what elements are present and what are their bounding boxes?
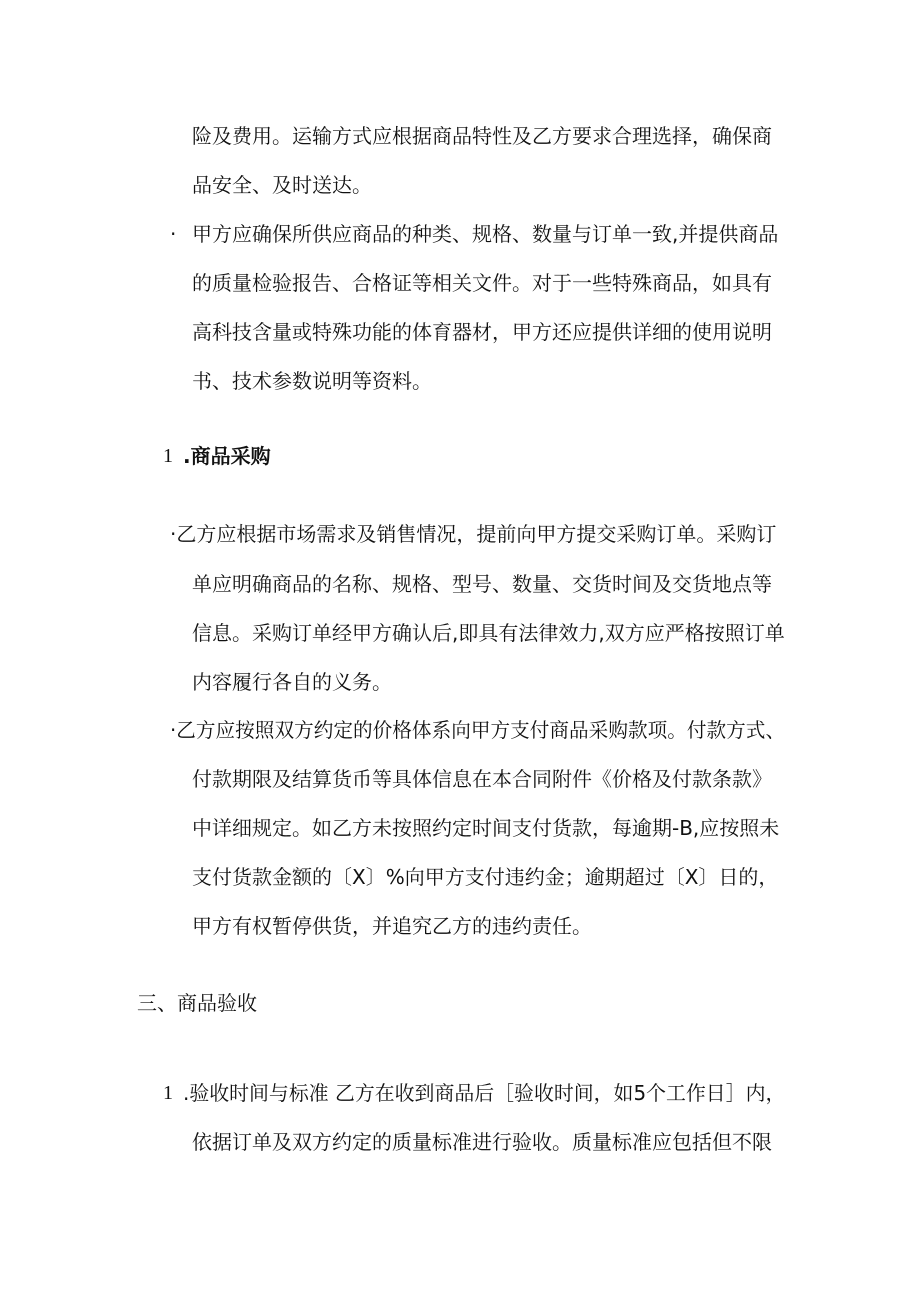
paragraph-line: 甲方应确保所供应商品的种类、规格、数量与订单一致,并提供商品 — [192, 222, 779, 246]
paragraph-line: 付款期限及结算货币等具体信息在本合同附件《价格及付款条款》 — [192, 767, 772, 791]
item-number: 1 — [163, 1082, 173, 1104]
paragraph-line: 内容履行各自的义务。 — [192, 670, 392, 694]
paragraph-line: 中详细规定。如乙方未按照约定时间支付货款，每逾期-B,应按照未 — [192, 816, 780, 840]
section-heading: 三、商品验收 — [137, 991, 257, 1015]
paragraph-line: ·乙方应按照双方约定的价格体系向甲方支付商品采购款项。付款方式、 — [170, 718, 786, 742]
paragraph-line: 甲方有权暂停供货，并追究乙方的违约责任。 — [192, 914, 592, 938]
section-heading: .商品采购 — [183, 444, 271, 468]
paragraph-line: 支付货款金额的〔X〕%向甲方支付违约金；逾期超过〔X〕日的， — [192, 865, 779, 889]
paragraph-line: 品安全、及时送达。 — [192, 173, 372, 197]
paragraph-line: 书、技术参数说明等资料。 — [192, 369, 432, 393]
paragraph-line: ·乙方应根据市场需求及销售情况，提前向甲方提交采购订单。采购订 — [170, 522, 777, 546]
paragraph-line: 单应明确商品的名称、规格、型号、数量、交货时间及交货地点等 — [192, 572, 772, 596]
paragraph-line: 信息。采购订单经甲方确认后,即具有法律效力,双方应严格按照订单 — [192, 621, 785, 645]
paragraph-line: 高科技含量或特殊功能的体育器材，甲方还应提供详细的使用说明 — [192, 320, 772, 344]
paragraph-line: 的质量检验报告、合格证等相关文件。对于一些特殊商品，如具有 — [192, 271, 772, 295]
heading-number: 1 — [163, 445, 173, 467]
paragraph-line: 依据订单及双方约定的质量标准进行验收。质量标准应包括但不限 — [192, 1130, 772, 1154]
paragraph-line: 险及费用。运输方式应根据商品特性及乙方要求合理选择，确保商 — [192, 124, 772, 148]
bullet-mark: · — [170, 222, 177, 246]
paragraph-line: .验收时间与标准 乙方在收到商品后［验收时间，如5个工作日］内， — [183, 1081, 786, 1105]
